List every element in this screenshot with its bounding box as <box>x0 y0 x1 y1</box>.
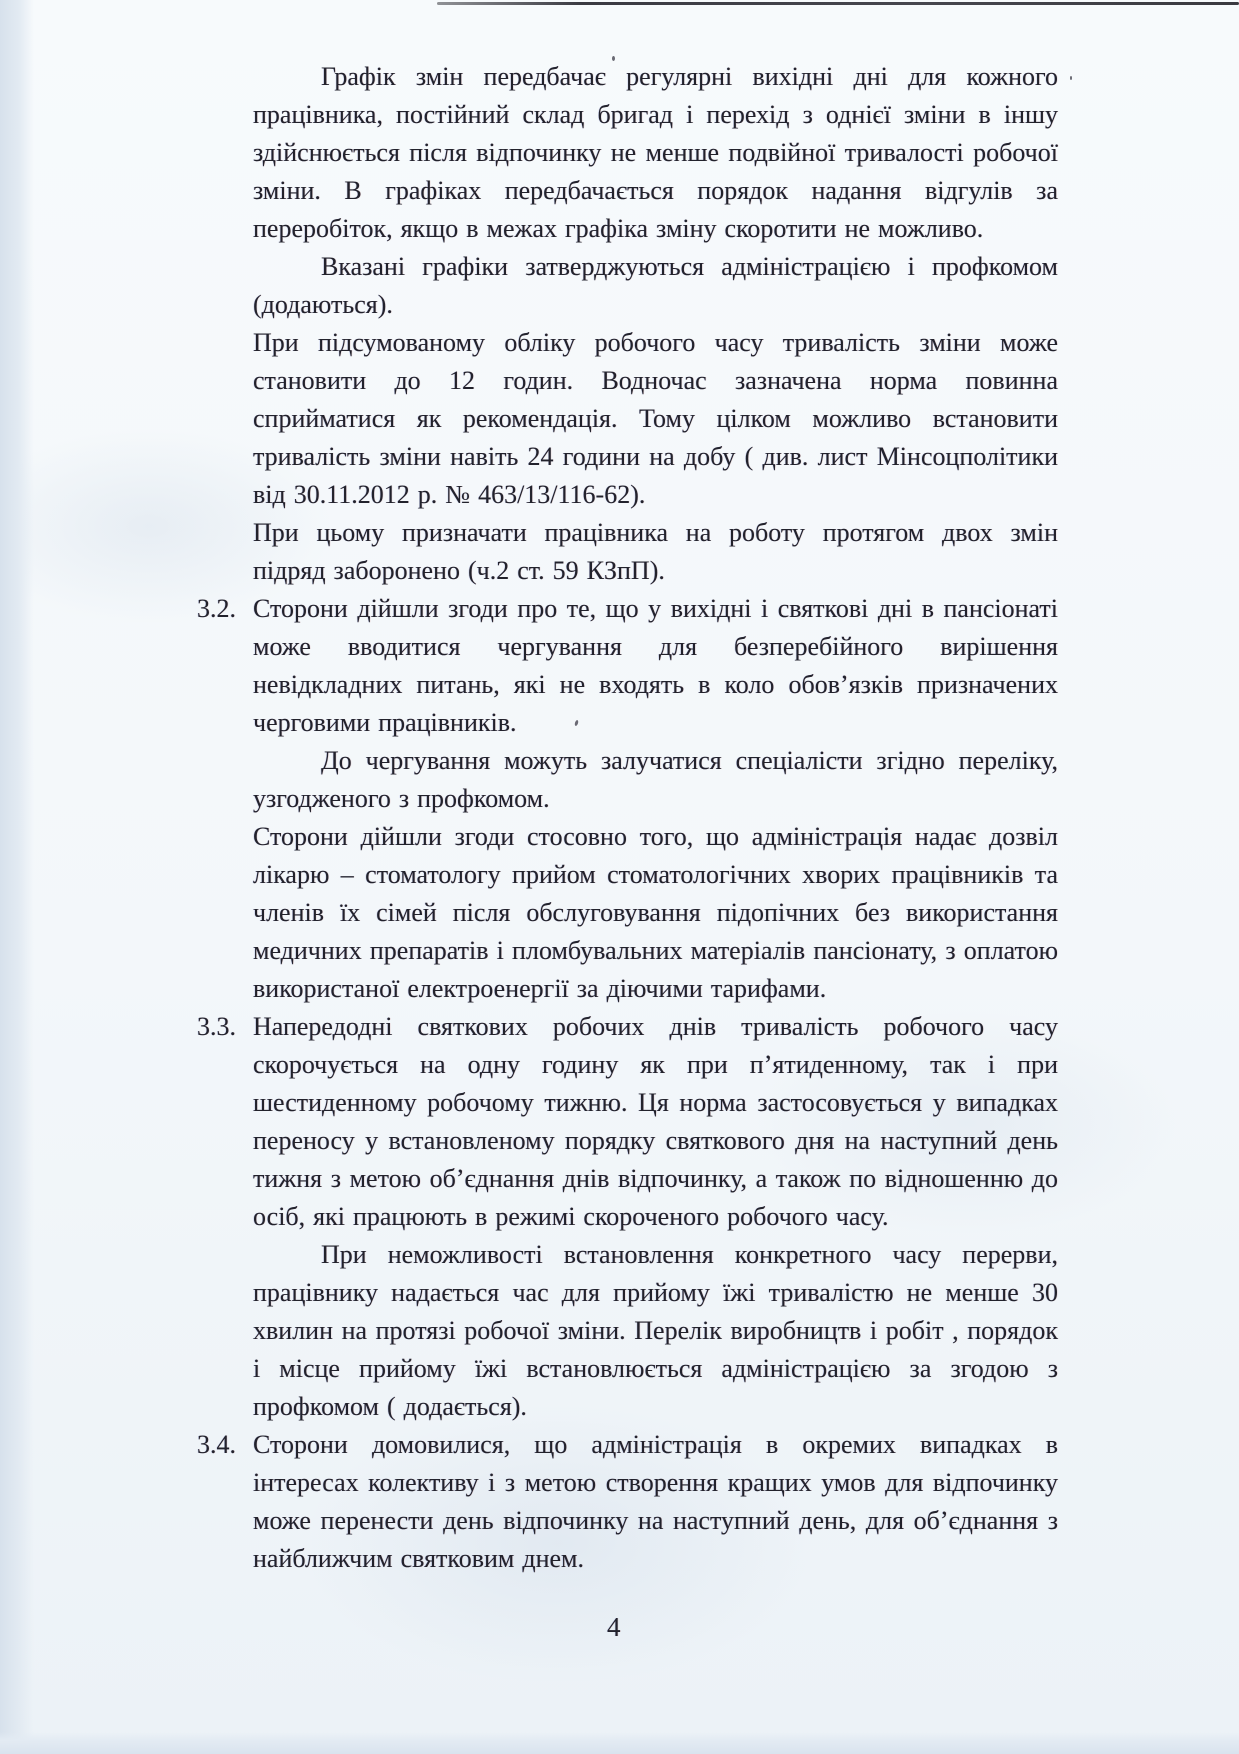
clause-number: 3.2. <box>197 594 236 623</box>
paragraph <box>253 1236 1058 1426</box>
paragraph <box>253 248 1058 324</box>
scan-left-edge-artifact <box>0 0 34 1754</box>
paragraph-text: Сторони домовилися, що адміністрація в окремих випадках в інтересах колективу і з метою створення кращих умов для відпочинку може перенести день відпочинку на наступний день, для об’єднання з найближчим святковим днем. <box>253 1430 1058 1573</box>
paragraph-text: До чергування можуть залучатися спеціалісти згідно переліку, узгодженого з профкомом. <box>253 746 1058 813</box>
paragraph-text: Вказані графіки затверджуються адміністрацією і профкомом (додаються). <box>253 252 1058 319</box>
paragraph <box>197 590 1058 742</box>
paragraph-text: Сторони дійшли згоди про те, що у вихідні і святкові дні в пансіонаті може вводитися чергування для безперебійного вирішення невідкладних питань, які не входять в коло обов’язків призначених черговими працівників. <box>253 594 1058 737</box>
page-number: 4 <box>607 1612 621 1642</box>
scan-bottom-edge-artifact <box>0 1732 1239 1754</box>
paragraph-text: При неможливості встановлення конкретного часу перерви, працівнику надається час для прийому їжі тривалістю не менше 30 хвилин на протязі робочої зміни. Перелік виробництв і робіт , порядок і місце прийому їжі встановлюється адміністрацією за згодою з профкомом ( додається). <box>253 1240 1058 1421</box>
clause-number: 3.4. <box>197 1430 236 1459</box>
paragraph <box>253 514 1058 590</box>
paragraph-text: При цьому призначати працівника на роботу протягом двох змін підряд заборонено (ч.2 ст. 59 КЗпП). <box>253 518 1058 585</box>
scan-speck <box>1070 76 1072 80</box>
paragraph <box>253 742 1058 818</box>
paragraph <box>253 324 1058 514</box>
paragraph <box>197 1426 1058 1578</box>
paragraph-text: Сторони дійшли згоди стосовно того, що адміністрація надає дозвіл лікарю – стоматологу прийом стоматологічних хворих працівників та членів їх сімей після обслуговування підопічних без використання медичних препаратів і пломбувальних матеріалів пансіонату, з оплатою використаної електроенергії за діючими тарифами. <box>253 822 1058 1003</box>
paragraph <box>197 1008 1058 1236</box>
paragraph-text: При підсумованому обліку робочого часу тривалість зміни може становити до 12 годин. Водночас зазначена норма повинна сприйматися як рекомендація. Тому цілком можливо встановити тривалість зміни навіть 24 години на добу ( див. лист Мінсоцполітики від 30.11.2012 р. № 463/13/116-62). <box>253 328 1058 509</box>
paragraph <box>253 818 1058 1008</box>
document-body <box>197 58 1058 1578</box>
paragraph-text: Напередодні святкових робочих днів тривалість робочого часу скорочується на одну годину як при п’ятиденному, так і при шестиденному робочому тижню. Ця норма застосовується у випадках переносу у встановленому порядку святкового дня на наступний день тижня з метою об’єднання днів відпочинку, а також по відношенню до осіб, які працюють в режимі скороченого робочого часу. <box>253 1012 1058 1231</box>
paragraph-text: Графік змін передбачає регулярні вихідні дні для кожного працівника, постійний склад бригад і перехід з однієї зміни в іншу здійснюється після відпочинку не менше подвійної тривалості робочої зміни. В графіках передбачається порядок надання відгулів за переробіток, якщо в межах графіка зміну скоротити не можливо. <box>253 62 1058 243</box>
clause-number: 3.3. <box>197 1012 236 1041</box>
paragraph <box>253 58 1058 248</box>
scan-top-line-artifact <box>437 2 1239 5</box>
